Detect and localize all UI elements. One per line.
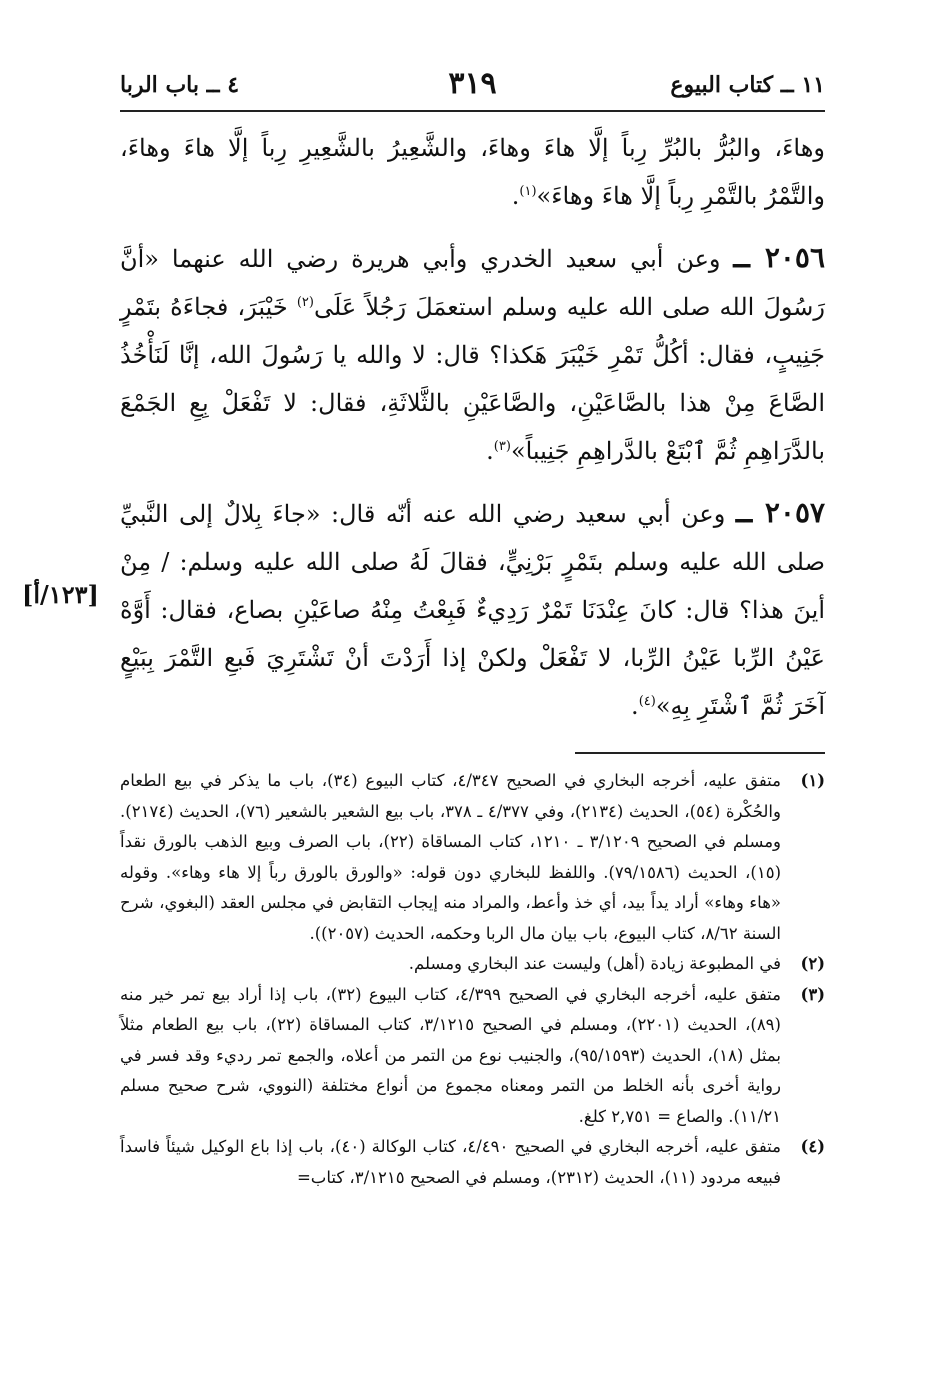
footnote-label: (٤) xyxy=(800,1137,825,1156)
page-number: ٣١٩ xyxy=(448,66,497,101)
hadith-text: خَيْبَرَ، فجاءَهُ بتَمْرٍ جَنِيبٍ، فقال: أكُلُّ تَمْرِ خَيْبَرَ هَكذا؟ قال: لا والله يا رَسُولَ الله، إنَّا لَنَأْخُذُ الصَّاعَ مِنْ هذا بالصَّاعَيْنِ، والصَّاعَيْنِ بالثَّلاثَةِ، فقال: لا تَفْعَلْ بِعِ الجَمْعَ بالدَّرَاهِمِ ثُمَّ ٱبْتَعْ بالدَّراهِمِ جَنِيباً» xyxy=(120,293,825,465)
paragraph-continuation xyxy=(120,124,825,220)
main-text xyxy=(120,124,825,730)
paragraph-end: . xyxy=(631,692,639,720)
section-title: ٤ ــ باب الربا xyxy=(120,72,240,98)
hadith-text: وعن أبي سعيد رضي الله عنه أنّه قال: «جاءَ بِلالٌ إلى النَّبيِّ صلى الله عليه وسلم بتَمْرٍ بَرْنِيٍّ، فقالَ لَهُ صلى الله عليه وسلم: / مِنْ أينَ هذا؟ قال: كانَ عِنْدَنَا تَمْرٌ رَدِيءٌ فَبِعْتُ مِنْهُ صاعَيْنِ بصاع، فقال: أَوَّهْ عَيْنُ الرِّبا عَيْنُ الرِّبا، لا تَفْعَلْ ولكنْ إذا أَرَدْتَ أنْ تَشْتَرِيَ فَبعِ التَّمْرَ بِبَيْعٍ آخَرَ ثُمَّ ٱشْتَرِ بِهِ» xyxy=(120,500,825,720)
running-header xyxy=(120,68,825,112)
hadith-number: ٢٠٥٦ ــ xyxy=(733,241,825,274)
paragraph-end: . xyxy=(511,182,520,210)
footnote-4 xyxy=(120,1132,825,1193)
manuscript-folio-marker: [١٢٣/أ] xyxy=(22,580,99,609)
footnote-1 xyxy=(120,766,825,949)
footnote-label: (٣) xyxy=(800,984,825,1004)
footnote-divider xyxy=(575,752,825,754)
hadith-text: وعن أبي سعيد الخدري وأبي هريرة رضي الله عنهما «أنَّ رَسُولَ الله صلى الله عليه وسلم استعمَلَ رَجُلاً عَلَى xyxy=(120,245,825,321)
footnote-3 xyxy=(120,980,825,1133)
hadith-2056 xyxy=(120,234,825,475)
footnote-ref-2[interactable]: (٢) xyxy=(296,295,314,310)
footnote-2 xyxy=(120,949,825,980)
hadith-number: ٢٠٥٧ ــ xyxy=(735,496,826,529)
footnote-ref-4[interactable]: (٤) xyxy=(638,694,656,709)
footnote-label: (٢) xyxy=(800,954,825,973)
footnotes xyxy=(120,766,825,1193)
chapter-title: ١١ ــ كتاب البيوع xyxy=(670,72,825,98)
footnote-ref-3[interactable]: (٣) xyxy=(493,439,511,454)
footnote-ref-1[interactable]: (١) xyxy=(519,184,537,199)
footnote-text: في المطبوعة زيادة (أهل) وليست عند البخاري ومسلم. xyxy=(408,954,781,973)
footnote-text: متفق عليه، أخرجه البخاري في الصحيح ٤/٣٤٧، كتاب البيوع (٣٤)، باب ما يذكر في بيع الطعام والحُكْرة (٥٤)، الحديث (٢١٣٤)، وفي ٤/٣٧٧ ـ ٣٧٨، باب بيع الشعير بالشعير (٧٦)، الحديث (٢١٧٤). ومسلم في الصحيح ٣/١٢٠٩ ـ ١٢١٠، كتاب المساقاة (٢٢)، باب الصرف وبيع الذهب بالورق نقداً (١٥)، الحديث (٧٩/١٥٨٦). واللفظ للبخاري دون قوله: «والورق بالورق رباً إلا هاء وهاء». وقوله «هاء وهاء» أراد يداً بيد، أي خذ وأعط، والمراد منه إيجاب التقابض في مجلس العقد (البغوي، شرح السنة ٨/٦٢، كتاب البيوع، باب بيان مال الربا وحكمه، الحديث (٢٠٥٧)). xyxy=(120,771,781,943)
hadith-2057 xyxy=(120,489,825,730)
footnote-text: متفق عليه، أخرجه البخاري في الصحيح ٤/٤٩٠، كتاب الوكالة (٤٠)، باب إذا باع الوكيل شيئاً فاسداً فبيعه مردود (١١)، الحديث (٢٣١٢)، ومسلم في الصحيح ٣/١٢١٥، كتاب= xyxy=(120,1137,781,1187)
paragraph-text: وهاءَ، والبُرُّ بالبُرِّ رِباً إلَّا هاءَ وهاءَ، والشَّعِيرُ بالشَّعِيرِ رِباً إلَّا هاءَ وهاءَ، والتَّمْرُ بالتَّمْرِ رِباً إلَّا هاءَ وهاءَ» xyxy=(120,134,825,210)
footnote-label: (١) xyxy=(800,771,825,790)
paragraph-end: . xyxy=(486,437,494,465)
footnote-text: متفق عليه، أخرجه البخاري في الصحيح ٤/٣٩٩، كتاب البيوع (٣٢)، باب إذا أراد بيع تمر خير منه (٨٩)، الحديث (٢٢٠١)، ومسلم في الصحيح ٣/١٢١٥، كتاب المساقاة (٢٢)، باب بيع الطعام مثلاً بمثل (١٨)، الحديث (٩٥/١٥٩٣)، والجنيب نوع من التمر من أعلاه، والجمع تمر رديء وقد فسر في رواية أخرى بأنه الخلط من التمر ومعناه مجموع من أنواع مختلفة (النووي، شرح صحيح مسلم ١١/٢١). والصاع = ٢,٧٥١ كلغ. xyxy=(120,984,781,1126)
